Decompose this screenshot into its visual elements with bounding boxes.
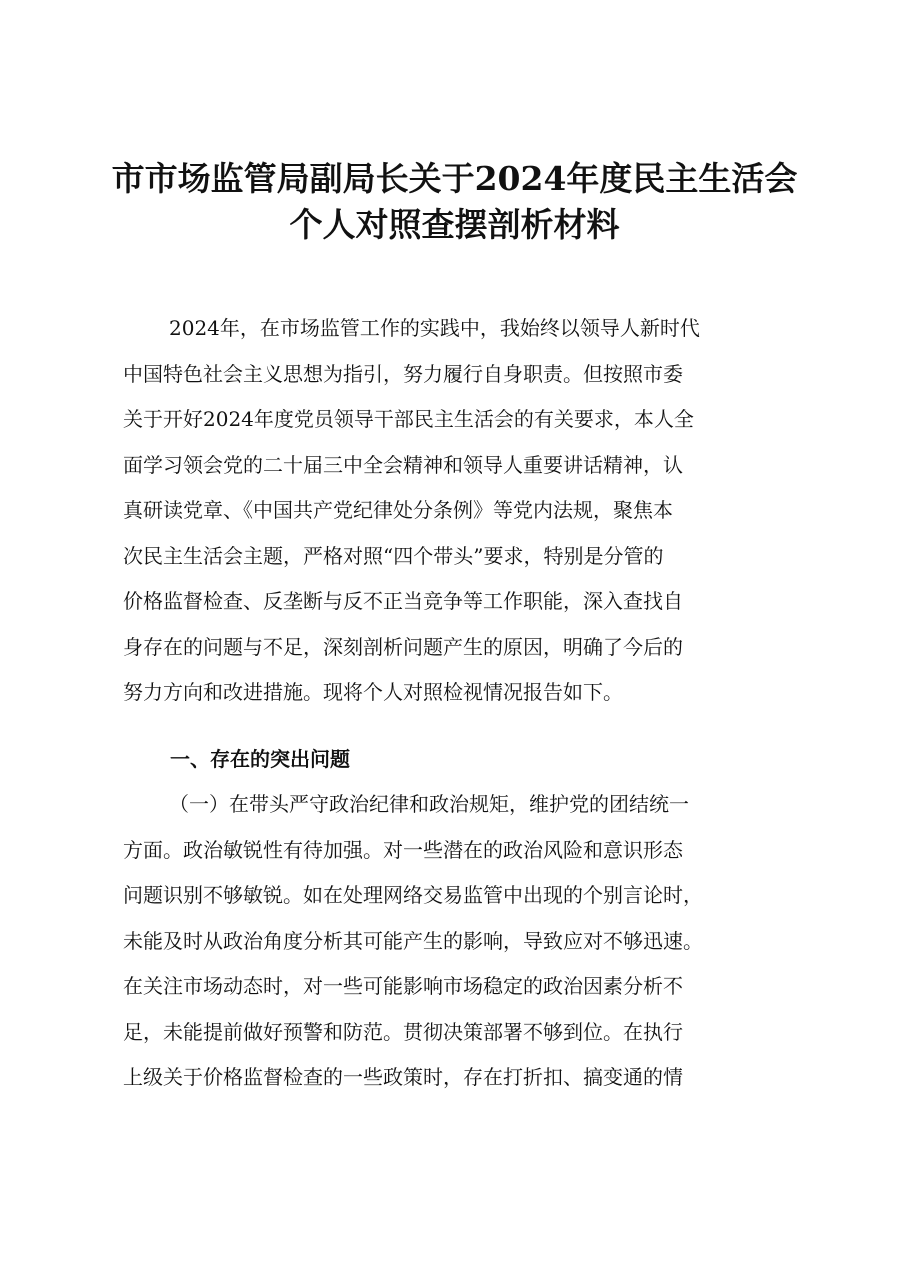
intro-line: 努力方向和改进措施。现将个人对照检视情况报告如下。: [123, 680, 623, 704]
subsection-1-line: 问题识别不够敏锐。如在处理网络交易监管中出现的个别言论时，: [123, 883, 703, 907]
intro-line: 2024年，在市场监管工作的实践中，我始终以领导人新时代: [169, 316, 700, 340]
intro-line: 价格监督检查、反垄断与反不正当竞争等工作职能，深入查找自: [123, 589, 683, 613]
document-title-line-2: 个人对照查摆剖析材料: [289, 205, 620, 244]
subsection-1-line: 足，未能提前做好预警和防范。贯彻决策部署不够到位。在执行: [123, 1019, 683, 1044]
subsection-1-line: 未能及时从政治角度分析其可能产生的影响，导致应对不够迅速。: [123, 928, 703, 953]
subsection-1-line: 在关注市场动态时，对一些可能影响市场稳定的政治因素分析不: [123, 974, 683, 998]
intro-line: 真研读党章、《中国共产党纪律处分条例》等党内法规，聚焦本: [123, 498, 673, 522]
subsection-1-lead: （一）在带头严守政治纪律和政治规矩，维护党的团结统一: [169, 792, 689, 816]
subsection-1-line: 上级关于价格监督检查的一些政策时，存在打折扣、搞变通的情: [123, 1065, 683, 1089]
subsection-1-line: 方面。政治敏锐性有待加强。对一些潜在的政治风险和意识形态: [123, 837, 683, 862]
intro-line: 身存在的问题与不足，深刻剖析问题产生的原因，明确了今后的: [123, 634, 683, 659]
document-title-line-1: 市市场监管局副局长关于2024年度民主生活会: [111, 159, 798, 198]
intro-paragraph: [123, 306, 799, 716]
subsection-1-paragraph: [123, 782, 799, 1101]
intro-line: 中国特色社会主义思想为指引，努力履行自身职责。但按照市委: [123, 361, 683, 386]
intro-line: 面学习领会党的二十届三中全会精神和领导人重要讲话精神，认: [123, 452, 683, 477]
section-heading-1: 一、存在的突出问题: [170, 747, 350, 771]
intro-line: 次民主生活会主题，严格对照“四个带头”要求，特别是分管的: [123, 543, 664, 568]
intro-line: 关于开好2024年度党员领导干部民主生活会的有关要求，本人全: [123, 407, 694, 431]
